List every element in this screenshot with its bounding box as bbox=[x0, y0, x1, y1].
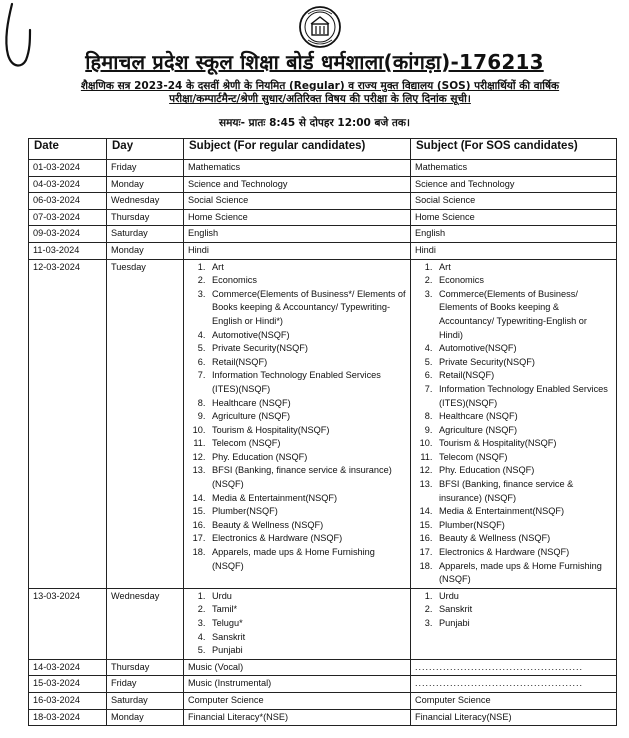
date-cell: 01-03-2024 bbox=[29, 160, 107, 177]
day-column-header: Day bbox=[107, 139, 184, 160]
day-cell: Thursday bbox=[107, 209, 184, 226]
exam-time: समयः- प्रातः 8:45 से दोपहर 12:00 बजे तक। bbox=[219, 117, 410, 129]
regular-subject-list bbox=[188, 261, 406, 574]
day-cell: Monday bbox=[107, 242, 184, 259]
day-cell: Friday bbox=[107, 160, 184, 177]
list-item: 7. Information Technology Enabled Services (ITES)(NSQF) bbox=[435, 383, 612, 410]
day-cell: Friday bbox=[107, 676, 184, 693]
regular-subject-cell: Hindi bbox=[184, 242, 411, 259]
list-item: 6. Retail(NSQF) bbox=[208, 356, 406, 370]
exam-description bbox=[20, 80, 620, 106]
sos-subject-cell bbox=[411, 588, 617, 659]
table-row bbox=[29, 160, 617, 177]
not-applicable-dots: ................................................ bbox=[415, 661, 584, 672]
sos-subject-cell: English bbox=[411, 226, 617, 243]
regular-subject-cell: Financial Literacy*(NSE) bbox=[184, 709, 411, 726]
sos-column-header: Subject (For SOS candidates) bbox=[411, 139, 617, 160]
list-item: 5. Private Security(NSQF) bbox=[435, 356, 612, 370]
day-cell: Monday bbox=[107, 176, 184, 193]
sos-subject-cell: Science and Technology bbox=[411, 176, 617, 193]
regular-subject-cell: Social Science bbox=[184, 193, 411, 210]
sos-subject-cell: Computer Science bbox=[411, 692, 617, 709]
list-item: 13. BFSI (Banking, finance service & insurance) (NSQF) bbox=[435, 478, 612, 505]
regular-subject-cell: Home Science bbox=[184, 209, 411, 226]
day-cell: Wednesday bbox=[107, 588, 184, 659]
list-item: 14. Media & Entertainment(NSQF) bbox=[208, 492, 406, 506]
list-item: 1. Urdu bbox=[208, 590, 406, 604]
list-item: 1. Art bbox=[435, 261, 612, 275]
table-header-row bbox=[29, 139, 617, 160]
sos-subject-cell: Social Science bbox=[411, 193, 617, 210]
list-item: 10. Tourism & Hospitality(NSQF) bbox=[208, 424, 406, 438]
date-cell: 11-03-2024 bbox=[29, 242, 107, 259]
regular-subject-cell: English bbox=[184, 226, 411, 243]
date-cell: 16-03-2024 bbox=[29, 692, 107, 709]
list-item: 12. Phy. Education (NSQF) bbox=[208, 451, 406, 465]
list-item: 18. Apparels, made ups & Home Furnishing (NSQF) bbox=[435, 560, 612, 587]
list-item: 8. Healthcare (NSQF) bbox=[435, 410, 612, 424]
sos-subject-cell bbox=[411, 659, 617, 676]
table-row bbox=[29, 709, 617, 726]
sos-subject-cell bbox=[411, 676, 617, 693]
list-item: 14. Media & Entertainment(NSQF) bbox=[435, 505, 612, 519]
sos-subject-cell: Home Science bbox=[411, 209, 617, 226]
table-row bbox=[29, 692, 617, 709]
date-cell: 18-03-2024 bbox=[29, 709, 107, 726]
list-item: 5. Private Security(NSQF) bbox=[208, 342, 406, 356]
list-item: 3. Telugu* bbox=[208, 617, 406, 631]
date-sheet-table bbox=[28, 138, 617, 726]
list-item: 5. Punjabi bbox=[208, 644, 406, 658]
regular-subject-cell: Mathematics bbox=[184, 160, 411, 177]
date-cell: 06-03-2024 bbox=[29, 193, 107, 210]
sos-subject-list bbox=[415, 261, 612, 587]
regular-subject-cell: Music (Vocal) bbox=[184, 659, 411, 676]
table-row bbox=[29, 259, 617, 588]
day-cell: Saturday bbox=[107, 226, 184, 243]
date-cell: 09-03-2024 bbox=[29, 226, 107, 243]
day-cell: Thursday bbox=[107, 659, 184, 676]
board-title: हिमाचल प्रदेश स्कूल शिक्षा बोर्ड धर्मशाला(कांगड़ा)-176213 bbox=[85, 50, 544, 74]
list-item: 3. Commerce(Elements of Business*/ Elements of Books keeping & Accountancy/ Typewriting-English or Hindi*) bbox=[208, 288, 406, 329]
list-item: 17. Electronics & Hardware (NSQF) bbox=[208, 532, 406, 546]
exam-description-line-1: शैक्षणिक सत्र 2023-24 के दसवीं श्रेणी के नियमित (Regular) व राज्य मुक्त विद्यालय (SOS) परीक्षार्थियों की वार्षिक bbox=[80, 80, 560, 92]
list-item: 13. BFSI (Banking, finance service & insurance) (NSQF) bbox=[208, 464, 406, 491]
list-item: 17. Electronics & Hardware (NSQF) bbox=[435, 546, 612, 560]
list-item: 4. Automotive(NSQF) bbox=[435, 342, 612, 356]
date-cell: 07-03-2024 bbox=[29, 209, 107, 226]
table-row bbox=[29, 176, 617, 193]
exam-description-line-2: परीक्षा/कम्पार्टमैन्ट/श्रेणी सुधार/अतिरिक्त विषय की परीक्षा के लिए दिनांक सूची। bbox=[169, 93, 471, 105]
list-item: 11. Telecom (NSQF) bbox=[208, 437, 406, 451]
regular-subject-cell: Music (Instrumental) bbox=[184, 676, 411, 693]
table-body bbox=[29, 160, 617, 726]
list-item: 9. Agriculture (NSQF) bbox=[435, 424, 612, 438]
regular-subject-cell bbox=[184, 588, 411, 659]
list-item: 15. Plumber(NSQF) bbox=[208, 505, 406, 519]
list-item: 12. Phy. Education (NSQF) bbox=[435, 464, 612, 478]
date-cell: 13-03-2024 bbox=[29, 588, 107, 659]
list-item: 1. Urdu bbox=[435, 590, 612, 604]
regular-subject-list bbox=[188, 590, 406, 658]
day-cell: Wednesday bbox=[107, 193, 184, 210]
table-row bbox=[29, 242, 617, 259]
list-item: 4. Sanskrit bbox=[208, 631, 406, 645]
table-row bbox=[29, 226, 617, 243]
list-item: 11. Telecom (NSQF) bbox=[435, 451, 612, 465]
list-item: 3. Commerce(Elements of Business/ Elements of Books keeping & Accountancy/ Typewriting-English or Hindi) bbox=[435, 288, 612, 342]
board-emblem-logo bbox=[298, 4, 342, 50]
list-item: 6. Retail(NSQF) bbox=[435, 369, 612, 383]
sos-subject-cell: Hindi bbox=[411, 242, 617, 259]
page-header bbox=[0, 0, 629, 135]
regular-subject-cell bbox=[184, 259, 411, 588]
table-row bbox=[29, 193, 617, 210]
regular-subject-cell: Computer Science bbox=[184, 692, 411, 709]
list-item: 4. Automotive(NSQF) bbox=[208, 329, 406, 343]
date-cell: 12-03-2024 bbox=[29, 259, 107, 588]
list-item: 7. Information Technology Enabled Services (ITES)(NSQF) bbox=[208, 369, 406, 396]
table-row bbox=[29, 588, 617, 659]
list-item: 15. Plumber(NSQF) bbox=[435, 519, 612, 533]
table-row bbox=[29, 676, 617, 693]
regular-column-header: Subject (For regular candidates) bbox=[184, 139, 411, 160]
day-cell: Saturday bbox=[107, 692, 184, 709]
list-item: 16. Beauty & Wellness (NSQF) bbox=[208, 519, 406, 533]
sos-subject-cell bbox=[411, 259, 617, 588]
date-cell: 04-03-2024 bbox=[29, 176, 107, 193]
date-cell: 14-03-2024 bbox=[29, 659, 107, 676]
table-row bbox=[29, 209, 617, 226]
table-row bbox=[29, 659, 617, 676]
day-cell: Monday bbox=[107, 709, 184, 726]
list-item: 1. Art bbox=[208, 261, 406, 275]
day-cell: Tuesday bbox=[107, 259, 184, 588]
list-item: 18. Apparels, made ups & Home Furnishing (NSQF) bbox=[208, 546, 406, 573]
list-item: 2. Economics bbox=[208, 274, 406, 288]
list-item: 10. Tourism & Hospitality(NSQF) bbox=[435, 437, 612, 451]
list-item: 16. Beauty & Wellness (NSQF) bbox=[435, 532, 612, 546]
sos-subject-cell: Financial Literacy(NSE) bbox=[411, 709, 617, 726]
list-item: 3. Punjabi bbox=[435, 617, 612, 631]
list-item: 2. Sanskrit bbox=[435, 603, 612, 617]
not-applicable-dots: ................................................ bbox=[415, 678, 584, 689]
list-item: 2. Economics bbox=[435, 274, 612, 288]
sos-subject-cell: Mathematics bbox=[411, 160, 617, 177]
date-cell: 15-03-2024 bbox=[29, 676, 107, 693]
regular-subject-cell: Science and Technology bbox=[184, 176, 411, 193]
list-item: 9. Agriculture (NSQF) bbox=[208, 410, 406, 424]
date-column-header: Date bbox=[29, 139, 107, 160]
list-item: 2. Tamil* bbox=[208, 603, 406, 617]
sos-subject-list bbox=[415, 590, 612, 631]
list-item: 8. Healthcare (NSQF) bbox=[208, 397, 406, 411]
